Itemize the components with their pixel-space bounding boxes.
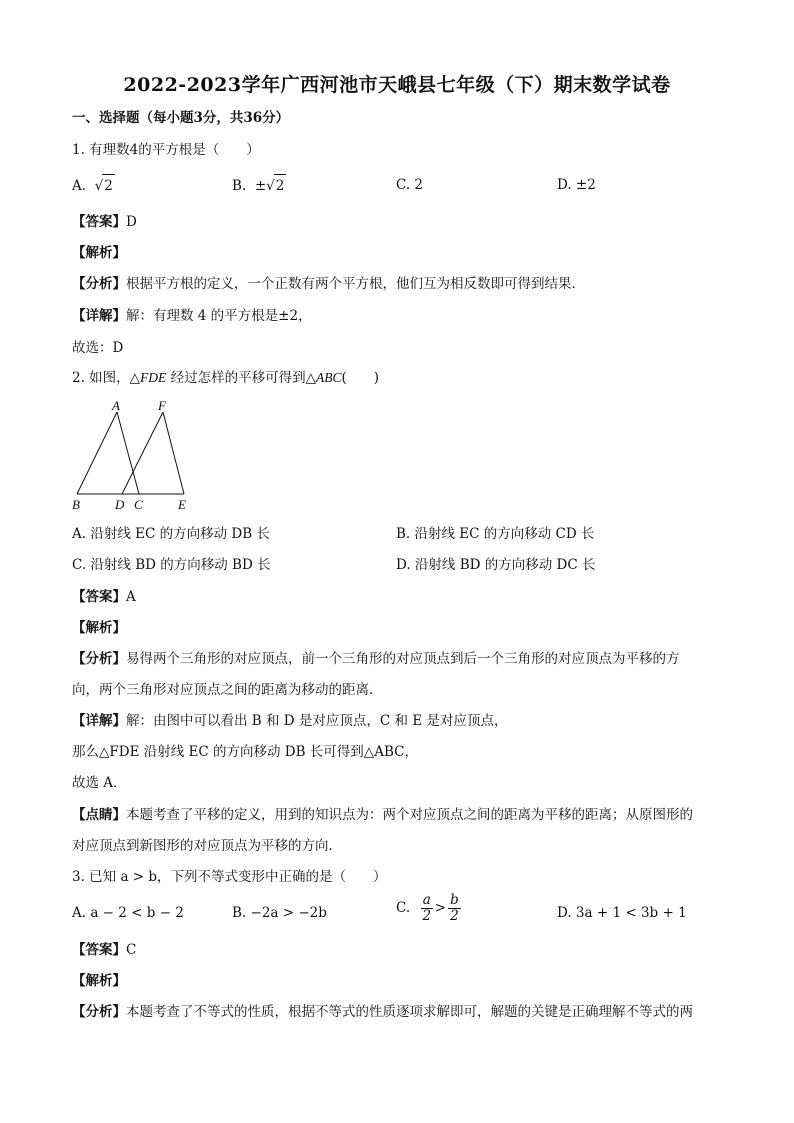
q3-option-c: C. $\frac{a}{2}$ > $\frac{b}{2}$	[396, 892, 459, 924]
page-title: 2022-2023学年广西河池市天峨县七年级（下）期末数学试卷	[123, 74, 671, 96]
fraction-a-over-2: $\frac{a}{2}$	[422, 892, 432, 924]
q1-option-a: A. √2	[72, 174, 115, 197]
q1-option-c: C. 2	[396, 177, 424, 193]
fraction-b-over-2: $\frac{b}{2}$	[450, 892, 459, 924]
label-b: B	[72, 497, 80, 512]
q3-option-a: A. a − 2 < b − 2	[72, 905, 184, 921]
triangle-fde	[122, 412, 184, 494]
q1-option-d: D. ±2	[557, 177, 596, 193]
q2-xiangjie: 【详解】解：由图中可以看出 B 和 D 是对应顶点，C 和 E 是对应顶点，	[72, 713, 508, 729]
q2-jiexi: 【解析】	[72, 620, 126, 636]
q1-option-b: B. ±√2	[232, 174, 286, 197]
q2-option-b: B. 沿射线 EC 的方向移动 CD 长	[396, 526, 595, 542]
triangle-abc	[77, 412, 139, 494]
q3-option-b: B. −2a > −2b	[232, 905, 327, 921]
q2-fenxi-line1: 【分析】易得两个三角形的对应顶点，前一个三角形的对应顶点到后一个三角形的对应顶点为平移的方	[72, 651, 680, 667]
question-2-stem: 2. 如图，△FDE 经过怎样的平移可得到△ABC( )	[72, 370, 380, 386]
q1-jiexi: 【解析】	[72, 245, 126, 261]
q2-fenxi-line2: 向，两个三角形对应顶点之间的距离为移动的距离．	[72, 682, 383, 698]
q3-answer: 【答案】C	[72, 942, 137, 958]
section-heading: 一、选择题（每小题3分，共36分）	[72, 110, 290, 126]
q2-option-a: A. 沿射线 EC 的方向移动 DB 长	[72, 526, 270, 542]
q1-guxuan: 故选：D	[72, 340, 124, 356]
q2-option-c: C. 沿射线 BD 的方向移动 BD 长	[72, 557, 271, 573]
q3-fenxi: 【分析】本题考查了不等式的性质，根据不等式的性质逐项求解即可，解题的关键是正确理解不等式的两	[72, 1004, 693, 1020]
q2-guxuan: 故选 A．	[72, 775, 127, 791]
label-f: F	[158, 398, 166, 413]
q2-dianjing-line2: 对应顶点到新图形的对应顶点为平移的方向．	[72, 838, 342, 854]
question-1-stem: 1. 有理数4的平方根是（ ）	[72, 142, 260, 158]
q1-fenxi: 【分析】根据平方根的定义，一个正数有两个平方根，他们互为相反数即可得到结果．	[72, 276, 585, 292]
label-e: E	[178, 497, 186, 512]
q2-xiangjie-line2: 那么△FDE 沿射线 EC 的方向移动 DB 长可得到△ABC，	[72, 744, 418, 760]
label-a: A	[112, 398, 120, 413]
q1-answer: 【答案】D	[72, 214, 137, 230]
question-3-stem: 3. 已知 a > b，下列不等式变形中正确的是（ ）	[72, 869, 387, 885]
q2-answer: 【答案】A	[72, 589, 136, 605]
label-d: D	[115, 497, 125, 512]
q3-jiexi: 【解析】	[72, 973, 126, 989]
label-c: C	[134, 497, 143, 512]
translation-figure	[70, 398, 200, 514]
q3-option-d: D. 3a + 1 < 3b + 1	[557, 905, 687, 921]
q1-xiangjie: 【详解】解：有理数 4 的平方根是±2，	[72, 308, 312, 324]
q2-dianjing-line1: 【点睛】本题考查了平移的定义，用到的知识点为：两个对应顶点之间的距离为平移的距离；从原图形的	[72, 807, 693, 823]
q2-option-d: D. 沿射线 BD 的方向移动 DC 长	[396, 557, 596, 573]
